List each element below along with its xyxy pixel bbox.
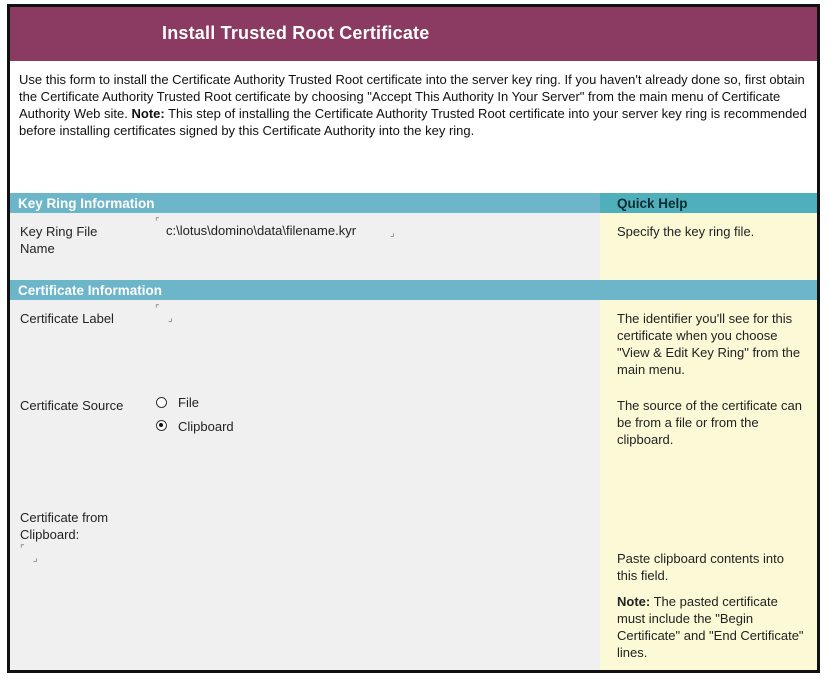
field-open-bracket-icon: ⌜ (155, 217, 160, 228)
key-ring-help-text: Specify the key ring file. (617, 224, 755, 239)
key-ring-header-label: Key Ring Information (18, 196, 155, 211)
key-ring-help-panel (600, 213, 817, 280)
title-bar (10, 7, 817, 61)
certificate-section-header (10, 280, 600, 300)
page-title: Install Trusted Root Certificate (162, 23, 430, 43)
certificate-source-label: Certificate Source (20, 398, 124, 413)
clipboard-help-text: Paste clipboard contents into this field. (617, 551, 784, 583)
install-trusted-root-form (7, 4, 820, 673)
clipboard-note-body: The pasted certificate must include the "Begin Certificate" and "End Certificate" lines. (617, 594, 804, 660)
field-close-bracket-icon: ⌟ (390, 228, 395, 239)
quick-help-header-label: Quick Help (617, 196, 688, 211)
key-ring-file-label: Key Ring File Name (20, 224, 98, 256)
field-open-bracket-icon: ⌜ (20, 544, 25, 555)
key-ring-section-header (10, 193, 600, 213)
certificate-help-header (600, 280, 817, 300)
quick-help-header (600, 193, 817, 213)
field-close-bracket-icon: ⌟ (168, 313, 173, 324)
certificate-label-help-text: The identifier you'll see for this certificate when you choose "View & Edit Key Ring" from the main menu. (617, 311, 801, 377)
intro-text (19, 71, 809, 139)
certificate-source-help-text: The source of the certificate can be from a file or from the clipboard. (617, 398, 802, 447)
certificate-clipboard-label: Certificate from Clipboard: (20, 510, 109, 542)
key-ring-body (10, 213, 600, 280)
source-file-label[interactable]: File (178, 395, 199, 410)
clipboard-note-text (617, 593, 807, 661)
certificate-body (10, 300, 600, 673)
field-open-bracket-icon: ⌜ (155, 304, 160, 315)
certificate-help-panel (600, 300, 817, 673)
field-close-bracket-icon: ⌟ (33, 553, 38, 564)
source-clipboard-radio[interactable] (156, 420, 167, 431)
clipboard-note-label: Note: (617, 594, 651, 609)
intro-text-part-2: This step of installing the Certificate Authority Trusted Root certificate into your server key ring is recommended before installing certificates signed by this Certificate Authority into the key ring. (19, 106, 807, 138)
source-file-radio[interactable] (156, 397, 167, 408)
key-ring-file-input[interactable]: c:\lotus\domino\data\filename.kyr (166, 223, 357, 238)
source-clipboard-label[interactable]: Clipboard (178, 419, 234, 434)
intro-note-label: Note: (131, 106, 165, 121)
certificate-header-label: Certificate Information (18, 283, 163, 298)
certificate-label-label: Certificate Label (20, 311, 114, 326)
intro-text-part-1: Use this form to install the Certificate Authority Trusted Root certificate into the server key ring. If you haven't already done so, first obtain the Certificate Authority Trusted Root certificate by choosing "Accept This Authority In Your Server" from the main menu of Certificate Authority Web site. (19, 72, 805, 121)
